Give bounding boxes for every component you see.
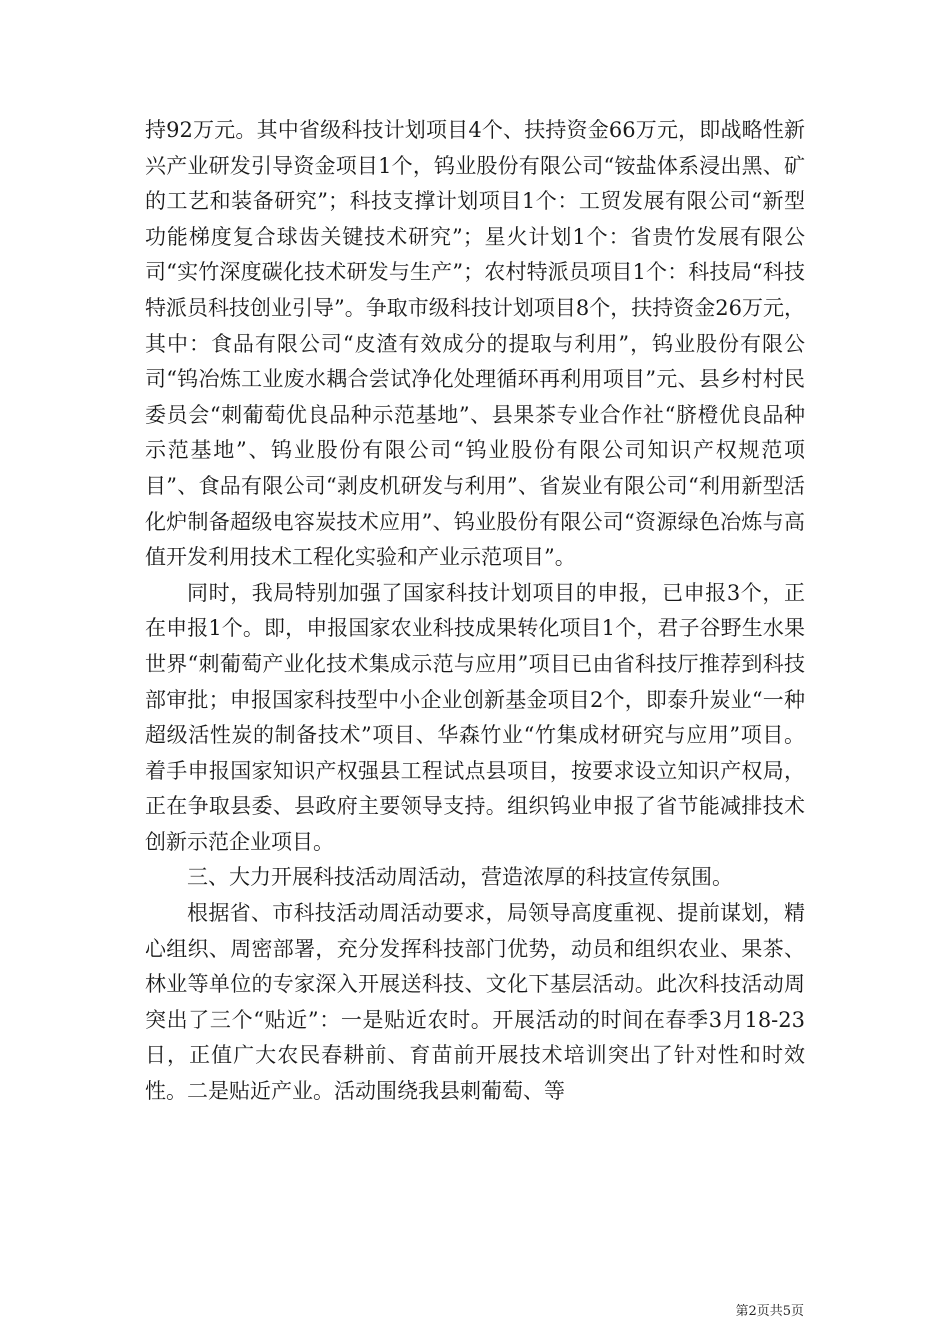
- paragraph-science-week: 根据省、市科技活动周活动要求，局领导高度重视、提前谋划，精心组织、周密部署，充分发挥科技部门优势，动员和组织农业、果茶、林业等单位的专家深入开展送科技、文化下基层活动。此次科技活动周突出了三个“贴近”：一是贴近农时。开展活动的时间在春季3月18-23日，正值广大农民春耕前、育苗前开展技术培训突出了针对性和时效性。二是贴近产业。活动围绕我县刺葡萄、等: [145, 901, 805, 1104]
- section-three-heading: 三、大力开展科技活动周活动，营造浓厚的科技宣传氛围。: [187, 865, 733, 890]
- document-body: [145, 113, 805, 1110]
- paragraph-national-projects: 同时，我局特别加强了国家科技计划项目的申报，已申报3个，正在申报1个。即，申报国家农业科技成果转化项目1个，君子谷野生水果世界“刺葡萄产业化技术集成示范与应用”项目已由省科技厅推荐到科技部审批；申报国家科技型中小企业创新基金项目2个，即泰升炭业“一种超级活性炭的制备技术”项目、华森竹业“竹集成材研究与应用”项目。着手申报国家知识产权强县工程试点县项目，按要求设立知识产权局，正在争取县委、县政府主要领导支持。组织钨业申报了省节能减排技术创新示范企业项目。: [145, 580, 805, 854]
- paragraph-continued-projects: 持92万元。其中省级科技计划项目4个、扶持资金66万元，即战略性新兴产业研发引导资金项目1个，钨业股份有限公司“铵盐体系浸出黑、矿的工艺和装备研究”；科技支撑计划项目1个：工贸发展有限公司“新型功能梯度复合球齿关键技术研究”；星火计划1个：省贵竹发展有限公司“实竹深度碳化技术研发与生产”；农村特派员项目1个：科技局“科技特派员科技创业引导”。争取市级科技计划项目8个，扶持资金26万元，其中：食品有限公司“皮渣有效成分的提取与利用”，钨业股份有限公司“钨冶炼工业废水耦合尝试净化处理循环再利用项目”元、县乡村村民委员会“刺葡萄优良品种示范基地”、县果茶专业合作社“脐橙优良品种示范基地”、钨业股份有限公司“钨业股份有限公司知识产权规范项目”、食品有限公司“剥皮机研发与利用”、省炭业有限公司“利用新型活化炉制备超级电容炭技术应用”、钨业股份有限公司“资源绿色冶炼与高值开发利用技术工程化实验和产业示范项目”。: [145, 118, 805, 570]
- page-number-footer: 第2页共5页: [735, 1304, 804, 1319]
